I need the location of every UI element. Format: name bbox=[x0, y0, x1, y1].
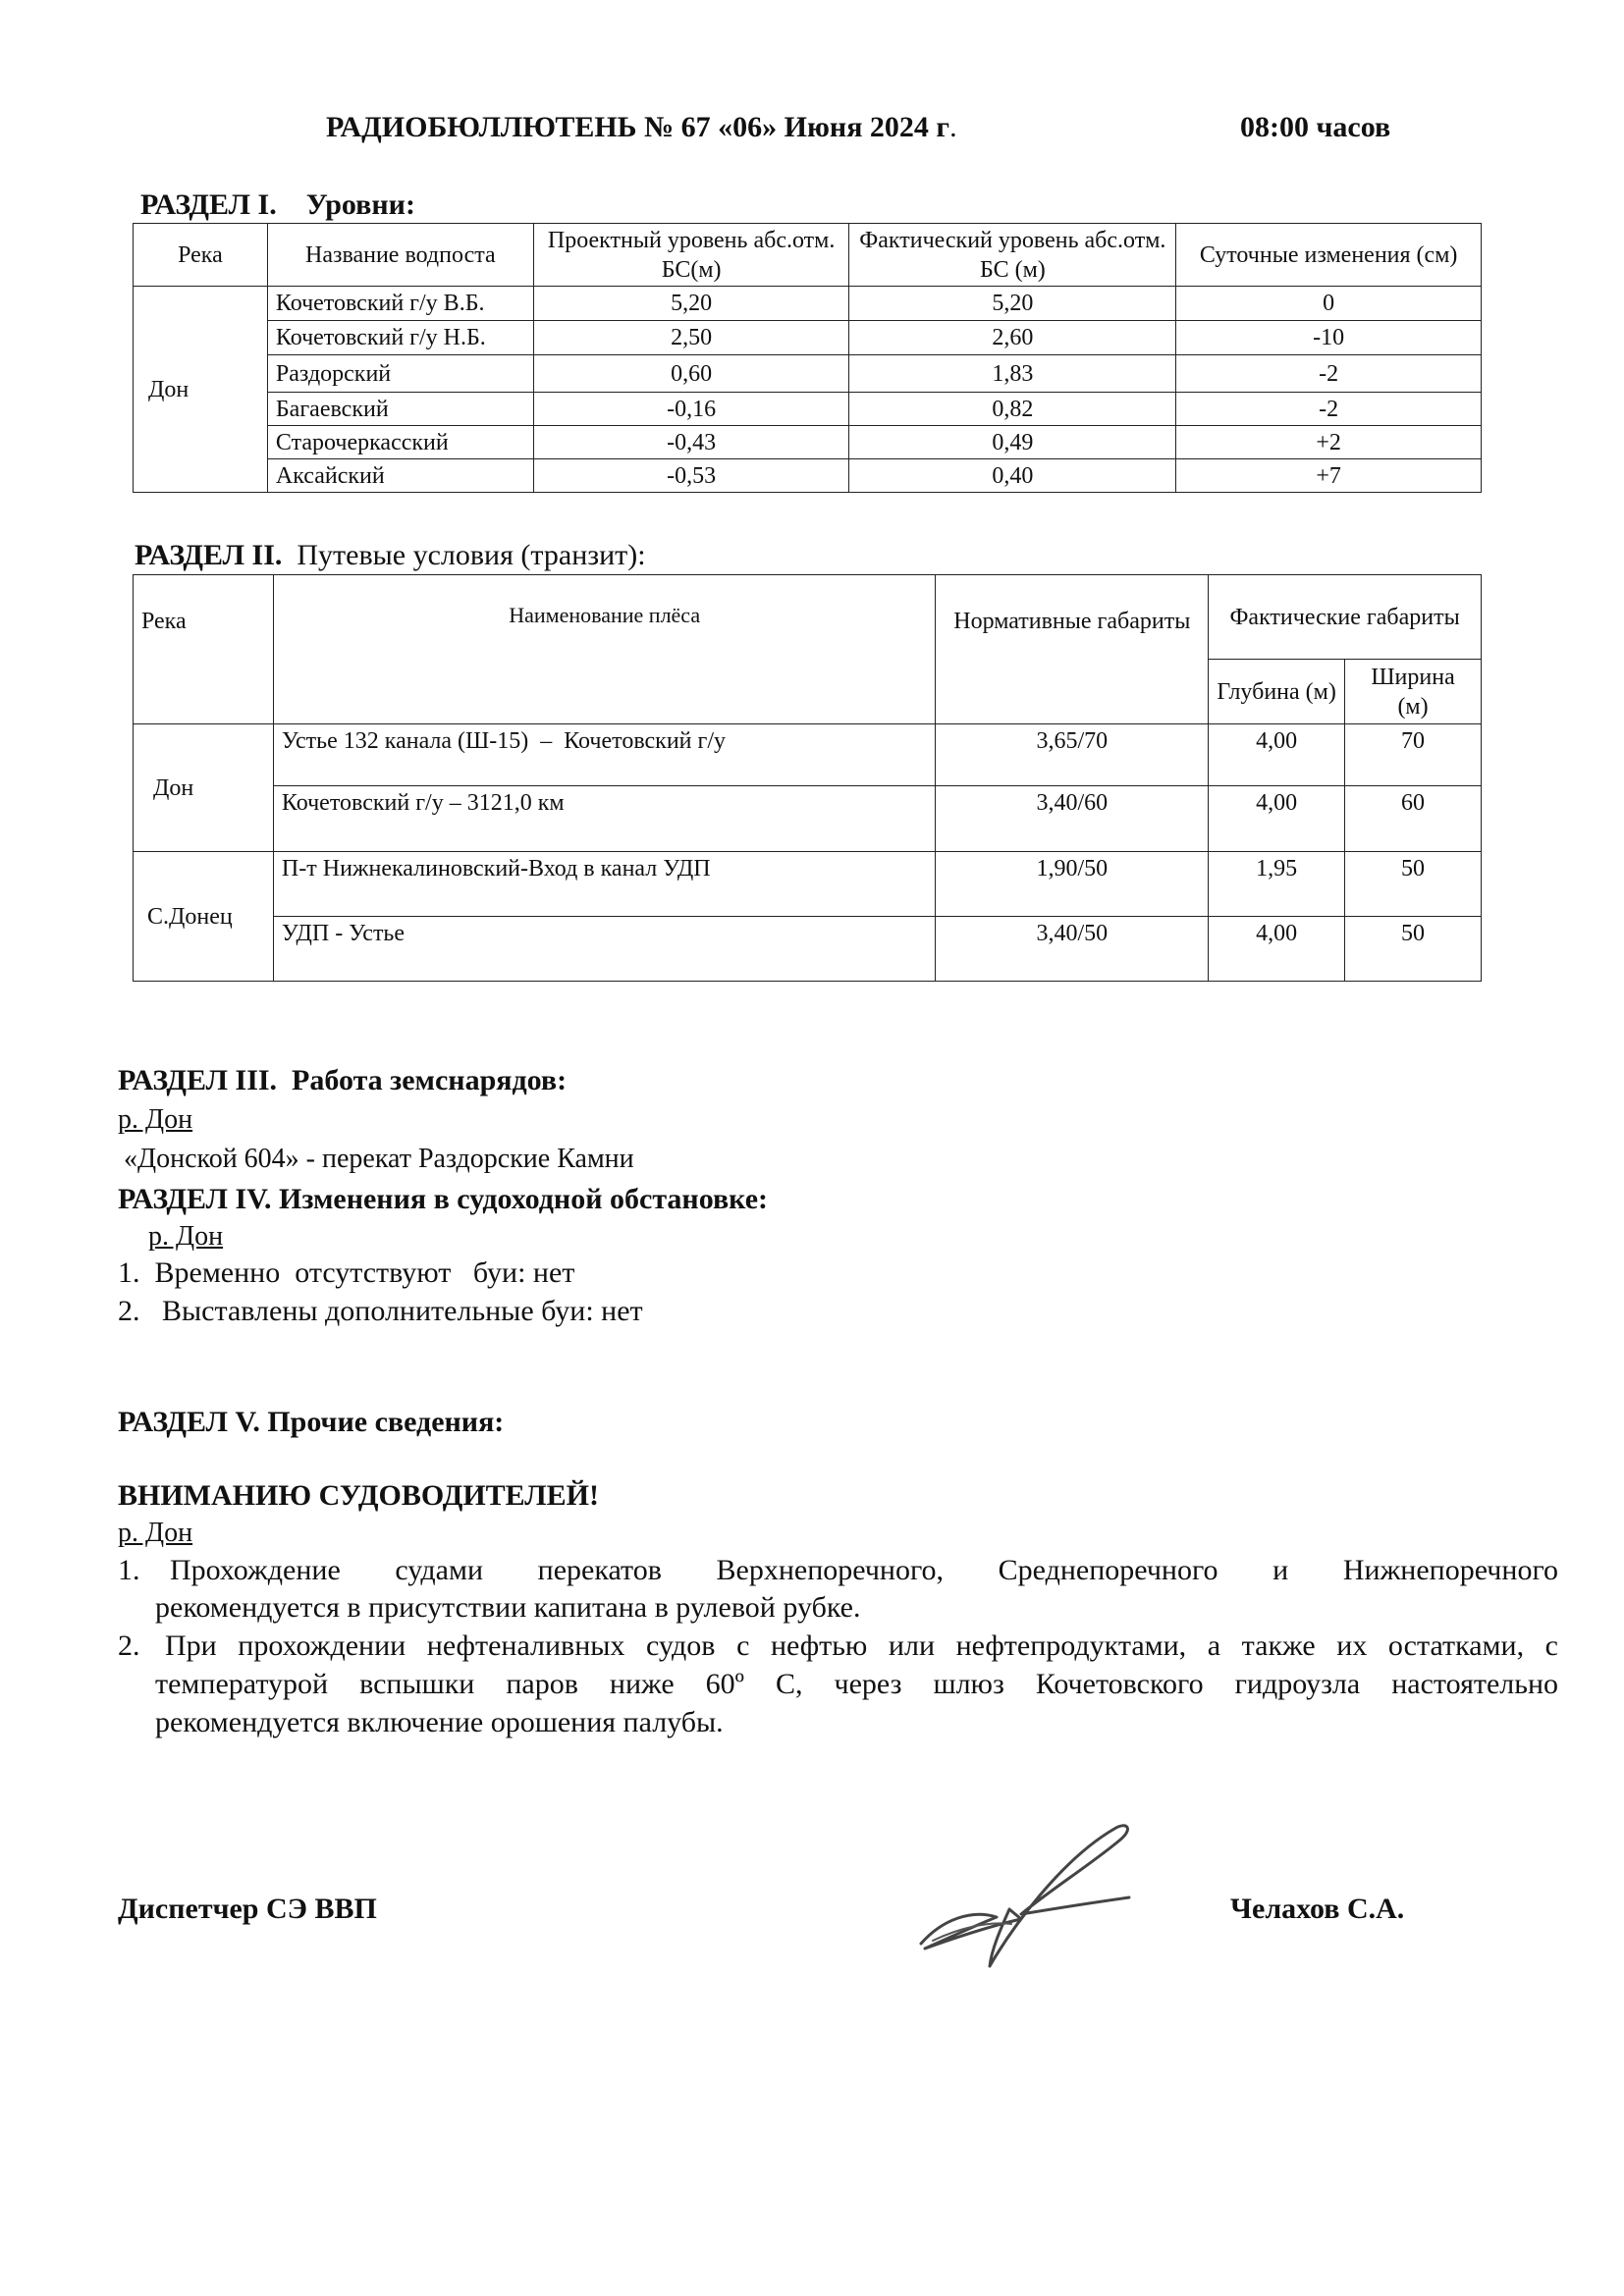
section3-river: р. Дон bbox=[118, 1104, 193, 1135]
station-name: Старочеркасский bbox=[267, 426, 533, 459]
daily-change: +7 bbox=[1176, 459, 1482, 493]
dispatcher-title: Диспетчер СЭ ВВП bbox=[118, 1893, 377, 1925]
station-name: Кочетовский г/у В.Б. bbox=[267, 287, 533, 321]
attention-item-2-line-1: При прохождении нефтеналивных судов с нефтью или нефтепродуктами, а также их остатками, с bbox=[165, 1629, 1558, 1662]
design-level: 5,20 bbox=[533, 287, 849, 321]
normative-value: 1,90/50 bbox=[936, 852, 1209, 917]
signer-name: Челахов С.А. bbox=[1230, 1893, 1405, 1925]
daily-change: -2 bbox=[1176, 355, 1482, 393]
attention-item-2-line-2: температурой вспышки паров ниже 60º С, через шлюз Кочетовского гидроузла настоятельно bbox=[155, 1668, 1558, 1700]
normative-value: 3,40/50 bbox=[936, 917, 1209, 982]
col-width: Ширина (м) bbox=[1345, 660, 1482, 724]
table-row bbox=[134, 321, 1482, 355]
station-name: Аксайский bbox=[267, 459, 533, 493]
col-design-level: Проектный уровень абс.отм. БС(м) bbox=[533, 224, 849, 287]
design-level: -0,53 bbox=[533, 459, 849, 493]
daily-change: 0 bbox=[1176, 287, 1482, 321]
table-row bbox=[134, 393, 1482, 426]
dredger-info: «Донской 604» - перекат Раздорские Камни bbox=[124, 1144, 634, 1174]
col-actual-dimensions: Фактические габариты bbox=[1209, 575, 1482, 660]
attention-item-2-line-3: рекомендуется включение орошения палубы. bbox=[155, 1706, 724, 1738]
table-row bbox=[134, 786, 1482, 852]
actual-level: 5,20 bbox=[849, 287, 1176, 321]
actual-level: 0,49 bbox=[849, 426, 1176, 459]
table-row bbox=[134, 426, 1482, 459]
list-item: 2. Выставлены дополнительные буи: нет bbox=[118, 1295, 643, 1327]
daily-change: -10 bbox=[1176, 321, 1482, 355]
section5-heading: РАЗДЕЛ V. Прочие сведения: bbox=[118, 1406, 505, 1438]
design-level: -0,43 bbox=[533, 426, 849, 459]
depth-value: 4,00 bbox=[1209, 917, 1345, 982]
col-actual-level: Фактический уровень абс.отм. БС (м) bbox=[849, 224, 1176, 287]
river-cell: Дон bbox=[134, 724, 274, 852]
attention-item-2-number: 2. bbox=[118, 1629, 140, 1662]
section2-heading: РАЗДЕЛ II. Путевые условия (транзит): bbox=[135, 539, 646, 571]
reach-name: УДП - Устье bbox=[273, 917, 936, 982]
station-name: Раздорский bbox=[267, 355, 533, 393]
design-level: -0,16 bbox=[533, 393, 849, 426]
col-depth: Глубина (м) bbox=[1209, 660, 1345, 724]
attention-heading: ВНИМАНИЮ СУДОВОДИТЕЛЕЙ! bbox=[118, 1479, 599, 1512]
attention-river: р. Дон bbox=[118, 1518, 193, 1548]
col-station: Название водпоста bbox=[267, 224, 533, 287]
actual-level: 0,40 bbox=[849, 459, 1176, 493]
river-cell: С.Донец bbox=[134, 852, 274, 982]
section4-heading: РАЗДЕЛ IV. Изменения в судоходной обстановке: bbox=[118, 1183, 769, 1215]
attention-item-1-number: 1. bbox=[118, 1554, 140, 1586]
reach-name: Устье 132 канала (Ш-15) – Кочетовский г/у bbox=[273, 724, 936, 786]
list-item: 1. Временно отсутствуют буи: нет bbox=[118, 1256, 575, 1289]
normative-value: 3,65/70 bbox=[936, 724, 1209, 786]
section1-heading: РАЗДЕЛ I. Уровни: bbox=[140, 188, 415, 221]
station-name: Багаевский bbox=[267, 393, 533, 426]
daily-change: +2 bbox=[1176, 426, 1482, 459]
signature-image bbox=[903, 1811, 1159, 1988]
design-level: 0,60 bbox=[533, 355, 849, 393]
col-river: Река bbox=[134, 575, 274, 724]
river-cell: Дон bbox=[134, 287, 268, 493]
reach-name: Кочетовский г/у – 3121,0 км bbox=[273, 786, 936, 852]
width-value: 70 bbox=[1345, 724, 1482, 786]
design-level: 2,50 bbox=[533, 321, 849, 355]
bulletin-time: 08:00 часов bbox=[1240, 111, 1391, 143]
attention-item-1-line-2: рекомендуется в присутствии капитана в рулевой рубке. bbox=[155, 1591, 861, 1624]
daily-change: -2 bbox=[1176, 393, 1482, 426]
table-row bbox=[134, 459, 1482, 493]
bulletin-title: РАДИОБЮЛЛЮТЕНЬ № 67 «06» Июня 2024 г. bbox=[326, 111, 957, 143]
col-river: Река bbox=[134, 224, 268, 287]
table-row bbox=[134, 287, 1482, 321]
col-daily-change: Суточные изменения (см) bbox=[1176, 224, 1482, 287]
attention-item-1-line-1: Прохождение судами перекатов Верхнепоречного, Среднепоречного и Нижнепоречного bbox=[170, 1554, 1558, 1586]
normative-value: 3,40/60 bbox=[936, 786, 1209, 852]
depth-value: 4,00 bbox=[1209, 786, 1345, 852]
table-row bbox=[134, 917, 1482, 982]
reach-name: П-т Нижнекалиновский-Вход в канал УДП bbox=[273, 852, 936, 917]
actual-level: 2,60 bbox=[849, 321, 1176, 355]
section3-heading: РАЗДЕЛ III. Работа земснарядов: bbox=[118, 1064, 568, 1096]
col-normative: Нормативные габариты bbox=[936, 575, 1209, 724]
depth-value: 4,00 bbox=[1209, 724, 1345, 786]
table-row bbox=[134, 852, 1482, 917]
table-row bbox=[134, 724, 1482, 786]
depth-value: 1,95 bbox=[1209, 852, 1345, 917]
actual-level: 1,83 bbox=[849, 355, 1176, 393]
levels-header-row bbox=[134, 224, 1482, 287]
width-value: 60 bbox=[1345, 786, 1482, 852]
actual-level: 0,82 bbox=[849, 393, 1176, 426]
table-row bbox=[134, 355, 1482, 393]
station-name: Кочетовский г/у Н.Б. bbox=[267, 321, 533, 355]
width-value: 50 bbox=[1345, 852, 1482, 917]
width-value: 50 bbox=[1345, 917, 1482, 982]
section4-river: р. Дон bbox=[148, 1221, 224, 1252]
col-reach: Наименование плёса bbox=[273, 575, 936, 724]
transit-table bbox=[133, 574, 1482, 982]
levels-table bbox=[133, 223, 1482, 493]
